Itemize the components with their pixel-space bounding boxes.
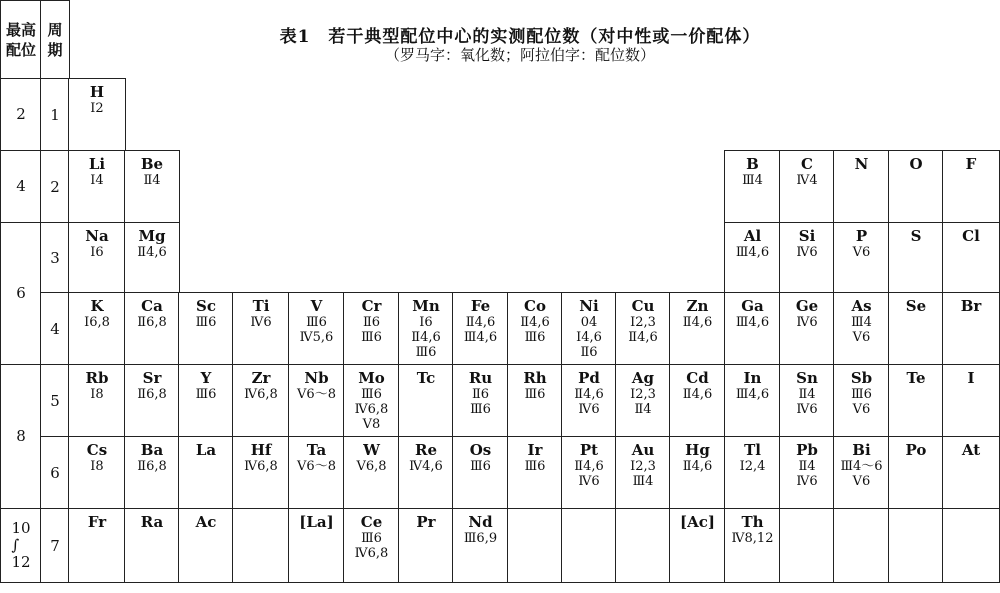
coordination-numbers: Ⅳ6 — [796, 245, 818, 260]
element-symbol: Cu — [631, 297, 655, 315]
element-cell — [888, 508, 944, 583]
coordination-numbers: Ⅲ6 — [524, 387, 546, 402]
element-symbol: Fr — [87, 513, 107, 531]
coordination-numbers: Ⅳ6,8 — [244, 459, 278, 474]
element-symbol: Ta — [306, 441, 327, 459]
coordination-numbers: Ⅳ6,8 — [244, 387, 278, 402]
element-symbol: In — [743, 369, 762, 387]
element-cell — [724, 292, 781, 365]
element-cell — [561, 436, 617, 509]
element-symbol: Co — [524, 297, 546, 315]
element-symbol: Nd — [468, 513, 493, 531]
coordination-numbers: Ⅱ4,6 Ⅲ4,6 — [463, 315, 498, 345]
element-symbol: Pb — [796, 441, 818, 459]
coordination-numbers: Ⅳ6 — [796, 315, 818, 330]
element-cell — [452, 364, 509, 437]
element-cell — [398, 436, 454, 509]
element-symbol: K — [90, 297, 104, 315]
element-cell — [68, 222, 126, 293]
element-cell — [779, 222, 835, 293]
coordination-numbers: Ⅲ6 — [195, 315, 217, 330]
coordination-numbers: Ⅴ6,8 — [356, 459, 387, 474]
element-cell — [833, 508, 890, 583]
element-cell — [124, 222, 180, 293]
element-symbol: Sc — [196, 297, 216, 315]
element-cell — [507, 508, 563, 583]
element-cell — [68, 508, 126, 583]
element-symbol: Mo — [358, 369, 385, 387]
element-symbol: Al — [743, 227, 762, 245]
element-symbol: Sr — [142, 369, 162, 387]
coordination-numbers: Ⅰ2,3 Ⅱ4 — [630, 387, 656, 417]
element-symbol: Ni — [579, 297, 599, 315]
element-cell — [124, 150, 180, 223]
coordination-numbers: Ⅱ6,8 — [137, 387, 167, 402]
table-title: 表1 若干典型配位中心的实测配位数（对中性或一价配体） — [279, 27, 761, 47]
coordination-numbers: Ⅱ6,8 — [137, 459, 167, 474]
coordination-numbers: Ⅳ8,12 — [731, 531, 774, 546]
coordination-numbers: Ⅲ6 — [195, 387, 217, 402]
element-symbol: Th — [741, 513, 764, 531]
period-number-cell: 7 — [40, 508, 70, 583]
element-cell — [288, 508, 345, 583]
element-symbol: Y — [200, 369, 212, 387]
element-symbol: Ca — [141, 297, 163, 315]
element-cell — [779, 150, 835, 223]
element-symbol: Ti — [252, 297, 270, 315]
coordination-numbers: Ⅴ6～8 — [297, 387, 336, 402]
element-cell — [615, 364, 671, 437]
element-symbol: Zr — [251, 369, 271, 387]
coordination-numbers: 04 Ⅰ4,6 Ⅱ6 — [576, 315, 602, 360]
header-max-coordination: 最高 配位 — [0, 0, 42, 80]
coordination-numbers: Ⅰ2 — [90, 101, 104, 116]
element-symbol: V — [310, 297, 323, 315]
coordination-numbers: Ⅲ4 Ⅴ6 — [851, 315, 872, 345]
element-cell — [561, 292, 617, 365]
element-symbol: Cl — [962, 227, 980, 245]
element-cell — [724, 150, 781, 223]
coordination-numbers: Ⅰ6,8 — [84, 315, 110, 330]
coordination-numbers: Ⅴ6～8 — [297, 459, 336, 474]
element-cell — [669, 292, 726, 365]
coordination-numbers: Ⅱ4,6 — [137, 245, 167, 260]
element-cell — [452, 508, 509, 583]
element-cell — [833, 292, 890, 365]
element-cell — [124, 436, 180, 509]
element-cell — [779, 508, 835, 583]
period-number-cell: 4 — [40, 292, 70, 365]
coordination-numbers: Ⅱ6,8 — [137, 315, 167, 330]
coordination-numbers: Ⅱ4,6 Ⅲ6 — [520, 315, 550, 345]
element-symbol: Sn — [796, 369, 818, 387]
element-cell — [888, 364, 944, 437]
element-symbol: Cr — [361, 297, 382, 315]
element-symbol: Ce — [360, 513, 383, 531]
element-cell — [68, 150, 126, 223]
element-cell — [288, 292, 345, 365]
element-symbol: Ac — [195, 513, 217, 531]
element-cell — [615, 436, 671, 509]
element-cell — [124, 292, 180, 365]
element-symbol: Po — [905, 441, 927, 459]
element-cell — [942, 292, 1000, 365]
element-symbol: Au — [631, 441, 655, 459]
element-cell — [888, 292, 944, 365]
element-symbol: Bi — [852, 441, 871, 459]
element-symbol: I — [967, 369, 975, 387]
element-cell — [942, 508, 1000, 583]
element-cell — [561, 364, 617, 437]
element-cell — [343, 292, 400, 365]
element-cell — [833, 222, 890, 293]
coordination-numbers: Ⅲ6 Ⅴ6 — [851, 387, 872, 417]
element-symbol: Li — [88, 155, 106, 173]
coordination-numbers: Ⅱ4 Ⅳ6 — [796, 459, 818, 489]
coordination-numbers: Ⅱ4,6 — [682, 387, 713, 402]
element-symbol: Re — [414, 441, 437, 459]
element-cell — [507, 364, 563, 437]
coordination-numbers: Ⅲ4～6 Ⅴ6 — [840, 459, 883, 489]
coordination-numbers: Ⅱ6 Ⅲ6 — [470, 387, 491, 417]
element-symbol: Pr — [416, 513, 436, 531]
element-cell — [398, 364, 454, 437]
element-symbol: Fe — [470, 297, 491, 315]
coordination-numbers: Ⅲ4,6 — [735, 245, 770, 260]
element-cell — [888, 150, 944, 223]
element-cell — [942, 364, 1000, 437]
element-symbol: As — [851, 297, 872, 315]
coordination-numbers: Ⅲ6 Ⅳ6,8 Ⅴ8 — [354, 387, 389, 432]
element-cell — [178, 508, 234, 583]
element-cell — [178, 436, 234, 509]
element-symbol: Zn — [686, 297, 709, 315]
element-symbol: Te — [906, 369, 926, 387]
element-cell — [507, 292, 563, 365]
element-cell — [452, 292, 509, 365]
element-symbol: La — [195, 441, 217, 459]
element-symbol: Cd — [686, 369, 709, 387]
element-cell — [942, 222, 1000, 293]
element-symbol: Ba — [140, 441, 164, 459]
coordination-numbers: Ⅲ6 — [524, 459, 546, 474]
element-symbol: Hf — [250, 441, 272, 459]
element-symbol: Tc — [416, 369, 436, 387]
element-symbol: Rb — [85, 369, 109, 387]
element-symbol: O — [909, 155, 923, 173]
element-symbol: P — [855, 227, 868, 245]
element-symbol: Mn — [412, 297, 440, 315]
element-cell — [888, 436, 944, 509]
element-symbol: Si — [798, 227, 816, 245]
element-cell — [942, 150, 1000, 223]
element-cell — [288, 436, 345, 509]
element-cell — [124, 508, 180, 583]
coordination-numbers: Ⅲ6,9 — [463, 531, 498, 546]
coordination-numbers: Ⅲ6 — [470, 459, 491, 474]
coordination-numbers: Ⅰ4 — [90, 173, 104, 188]
max-coordination-cell: 6 — [0, 222, 42, 365]
element-cell — [232, 364, 290, 437]
element-cell — [724, 222, 781, 293]
element-symbol: Rh — [523, 369, 547, 387]
element-cell — [669, 508, 726, 583]
element-symbol: Ru — [468, 369, 493, 387]
element-cell — [68, 364, 126, 437]
coordination-numbers: Ⅰ2,4 — [739, 459, 766, 474]
element-symbol: At — [961, 441, 981, 459]
element-cell — [343, 364, 400, 437]
coordination-numbers: Ⅳ6 — [250, 315, 272, 330]
coordination-numbers: Ⅰ8 — [90, 459, 104, 474]
period-number-cell: 1 — [40, 78, 70, 151]
coordination-numbers: Ⅱ4,6 Ⅳ6 — [574, 387, 604, 417]
element-cell — [232, 508, 290, 583]
element-symbol: Ge — [795, 297, 819, 315]
coordination-numbers: Ⅰ2,3 Ⅱ4,6 — [628, 315, 658, 345]
element-symbol: Ag — [631, 369, 655, 387]
period-number-cell: 5 — [40, 364, 70, 437]
table-subtitle: （罗马字：氧化数；阿拉伯字：配位数） — [384, 46, 655, 64]
coordination-numbers: Ⅲ4,6 — [735, 387, 770, 402]
element-symbol: Nb — [304, 369, 329, 387]
coordination-numbers: Ⅱ6 Ⅲ6 — [361, 315, 382, 345]
max-coordination-cell: 2 — [0, 78, 42, 151]
element-cell — [288, 364, 345, 437]
coordination-numbers: Ⅰ6 — [90, 245, 104, 260]
coordination-numbers: Ⅱ4 Ⅳ6 — [796, 387, 818, 417]
element-symbol: [Ac] — [680, 513, 715, 531]
element-symbol: Ir — [527, 441, 543, 459]
period-number-cell: 6 — [40, 436, 70, 509]
element-cell — [178, 292, 234, 365]
element-cell — [669, 364, 726, 437]
element-cell — [68, 436, 126, 509]
element-cell — [68, 292, 126, 365]
element-symbol: Pd — [578, 369, 600, 387]
element-cell — [398, 508, 454, 583]
element-cell — [615, 292, 671, 365]
element-cell — [343, 508, 400, 583]
element-symbol: C — [801, 155, 813, 173]
element-cell — [669, 436, 726, 509]
coordination-numbers: Ⅲ6 Ⅳ5,6 — [299, 315, 334, 345]
element-cell — [724, 508, 781, 583]
element-symbol: Se — [905, 297, 927, 315]
coordination-numbers: Ⅲ4 — [742, 173, 763, 188]
element-cell — [779, 436, 835, 509]
element-cell — [561, 508, 617, 583]
element-cell — [68, 78, 126, 151]
element-symbol: H — [89, 83, 105, 101]
element-symbol: Ga — [741, 297, 764, 315]
element-cell — [888, 222, 944, 293]
element-cell — [398, 292, 454, 365]
coordination-numbers: Ⅰ8 — [90, 387, 104, 402]
element-symbol: Sb — [850, 369, 873, 387]
element-cell — [452, 436, 509, 509]
element-symbol: Be — [140, 155, 164, 173]
coordination-numbers: Ⅲ6 Ⅳ6,8 — [354, 531, 389, 561]
element-cell — [724, 436, 781, 509]
period-number-cell: 2 — [40, 150, 70, 223]
element-cell — [232, 292, 290, 365]
element-cell — [507, 436, 563, 509]
element-cell — [779, 292, 835, 365]
coordination-numbers: Ⅲ4,6 — [735, 315, 770, 330]
max-coordination-cell: 8 — [0, 364, 42, 509]
coordination-numbers: Ⅴ6 — [852, 245, 871, 260]
element-symbol: Mg — [138, 227, 166, 245]
element-symbol: S — [910, 227, 922, 245]
coordination-numbers: Ⅱ4,6 — [682, 459, 713, 474]
max-coordination-cell: 4 — [0, 150, 42, 223]
coordination-numbers: Ⅱ4,6 Ⅳ6 — [574, 459, 604, 489]
coordination-numbers: Ⅱ4 — [143, 173, 161, 188]
element-cell — [942, 436, 1000, 509]
element-cell — [232, 436, 290, 509]
element-symbol: F — [965, 155, 977, 173]
coordination-numbers: Ⅰ2,3 Ⅲ4 — [630, 459, 656, 489]
coordination-numbers: Ⅱ4,6 — [682, 315, 713, 330]
header-period: 周 期 — [40, 0, 70, 80]
element-cell — [343, 436, 400, 509]
element-cell — [124, 364, 180, 437]
element-symbol: Na — [85, 227, 109, 245]
element-symbol: Br — [960, 297, 982, 315]
element-symbol: Cs — [86, 441, 108, 459]
element-symbol: B — [746, 155, 759, 173]
element-cell — [724, 364, 781, 437]
element-cell — [833, 150, 890, 223]
element-cell — [833, 364, 890, 437]
element-symbol: Os — [469, 441, 492, 459]
coordination-numbers: Ⅰ6 Ⅱ4,6 Ⅲ6 — [411, 315, 441, 360]
element-symbol: Pt — [579, 441, 599, 459]
element-symbol: W — [363, 441, 380, 459]
coordination-numbers: Ⅳ4,6 — [409, 459, 443, 474]
element-symbol: [La] — [299, 513, 334, 531]
coordination-numbers: Ⅳ4 — [796, 173, 818, 188]
element-symbol: Tl — [744, 441, 761, 459]
element-cell — [615, 508, 671, 583]
element-cell — [178, 364, 234, 437]
element-symbol: N — [854, 155, 869, 173]
element-symbol: Hg — [685, 441, 710, 459]
element-symbol: Ra — [140, 513, 164, 531]
max-coordination-cell: 10 ∫ 12 — [0, 508, 42, 583]
element-cell — [779, 364, 835, 437]
element-cell — [833, 436, 890, 509]
period-number-cell: 3 — [40, 222, 70, 293]
